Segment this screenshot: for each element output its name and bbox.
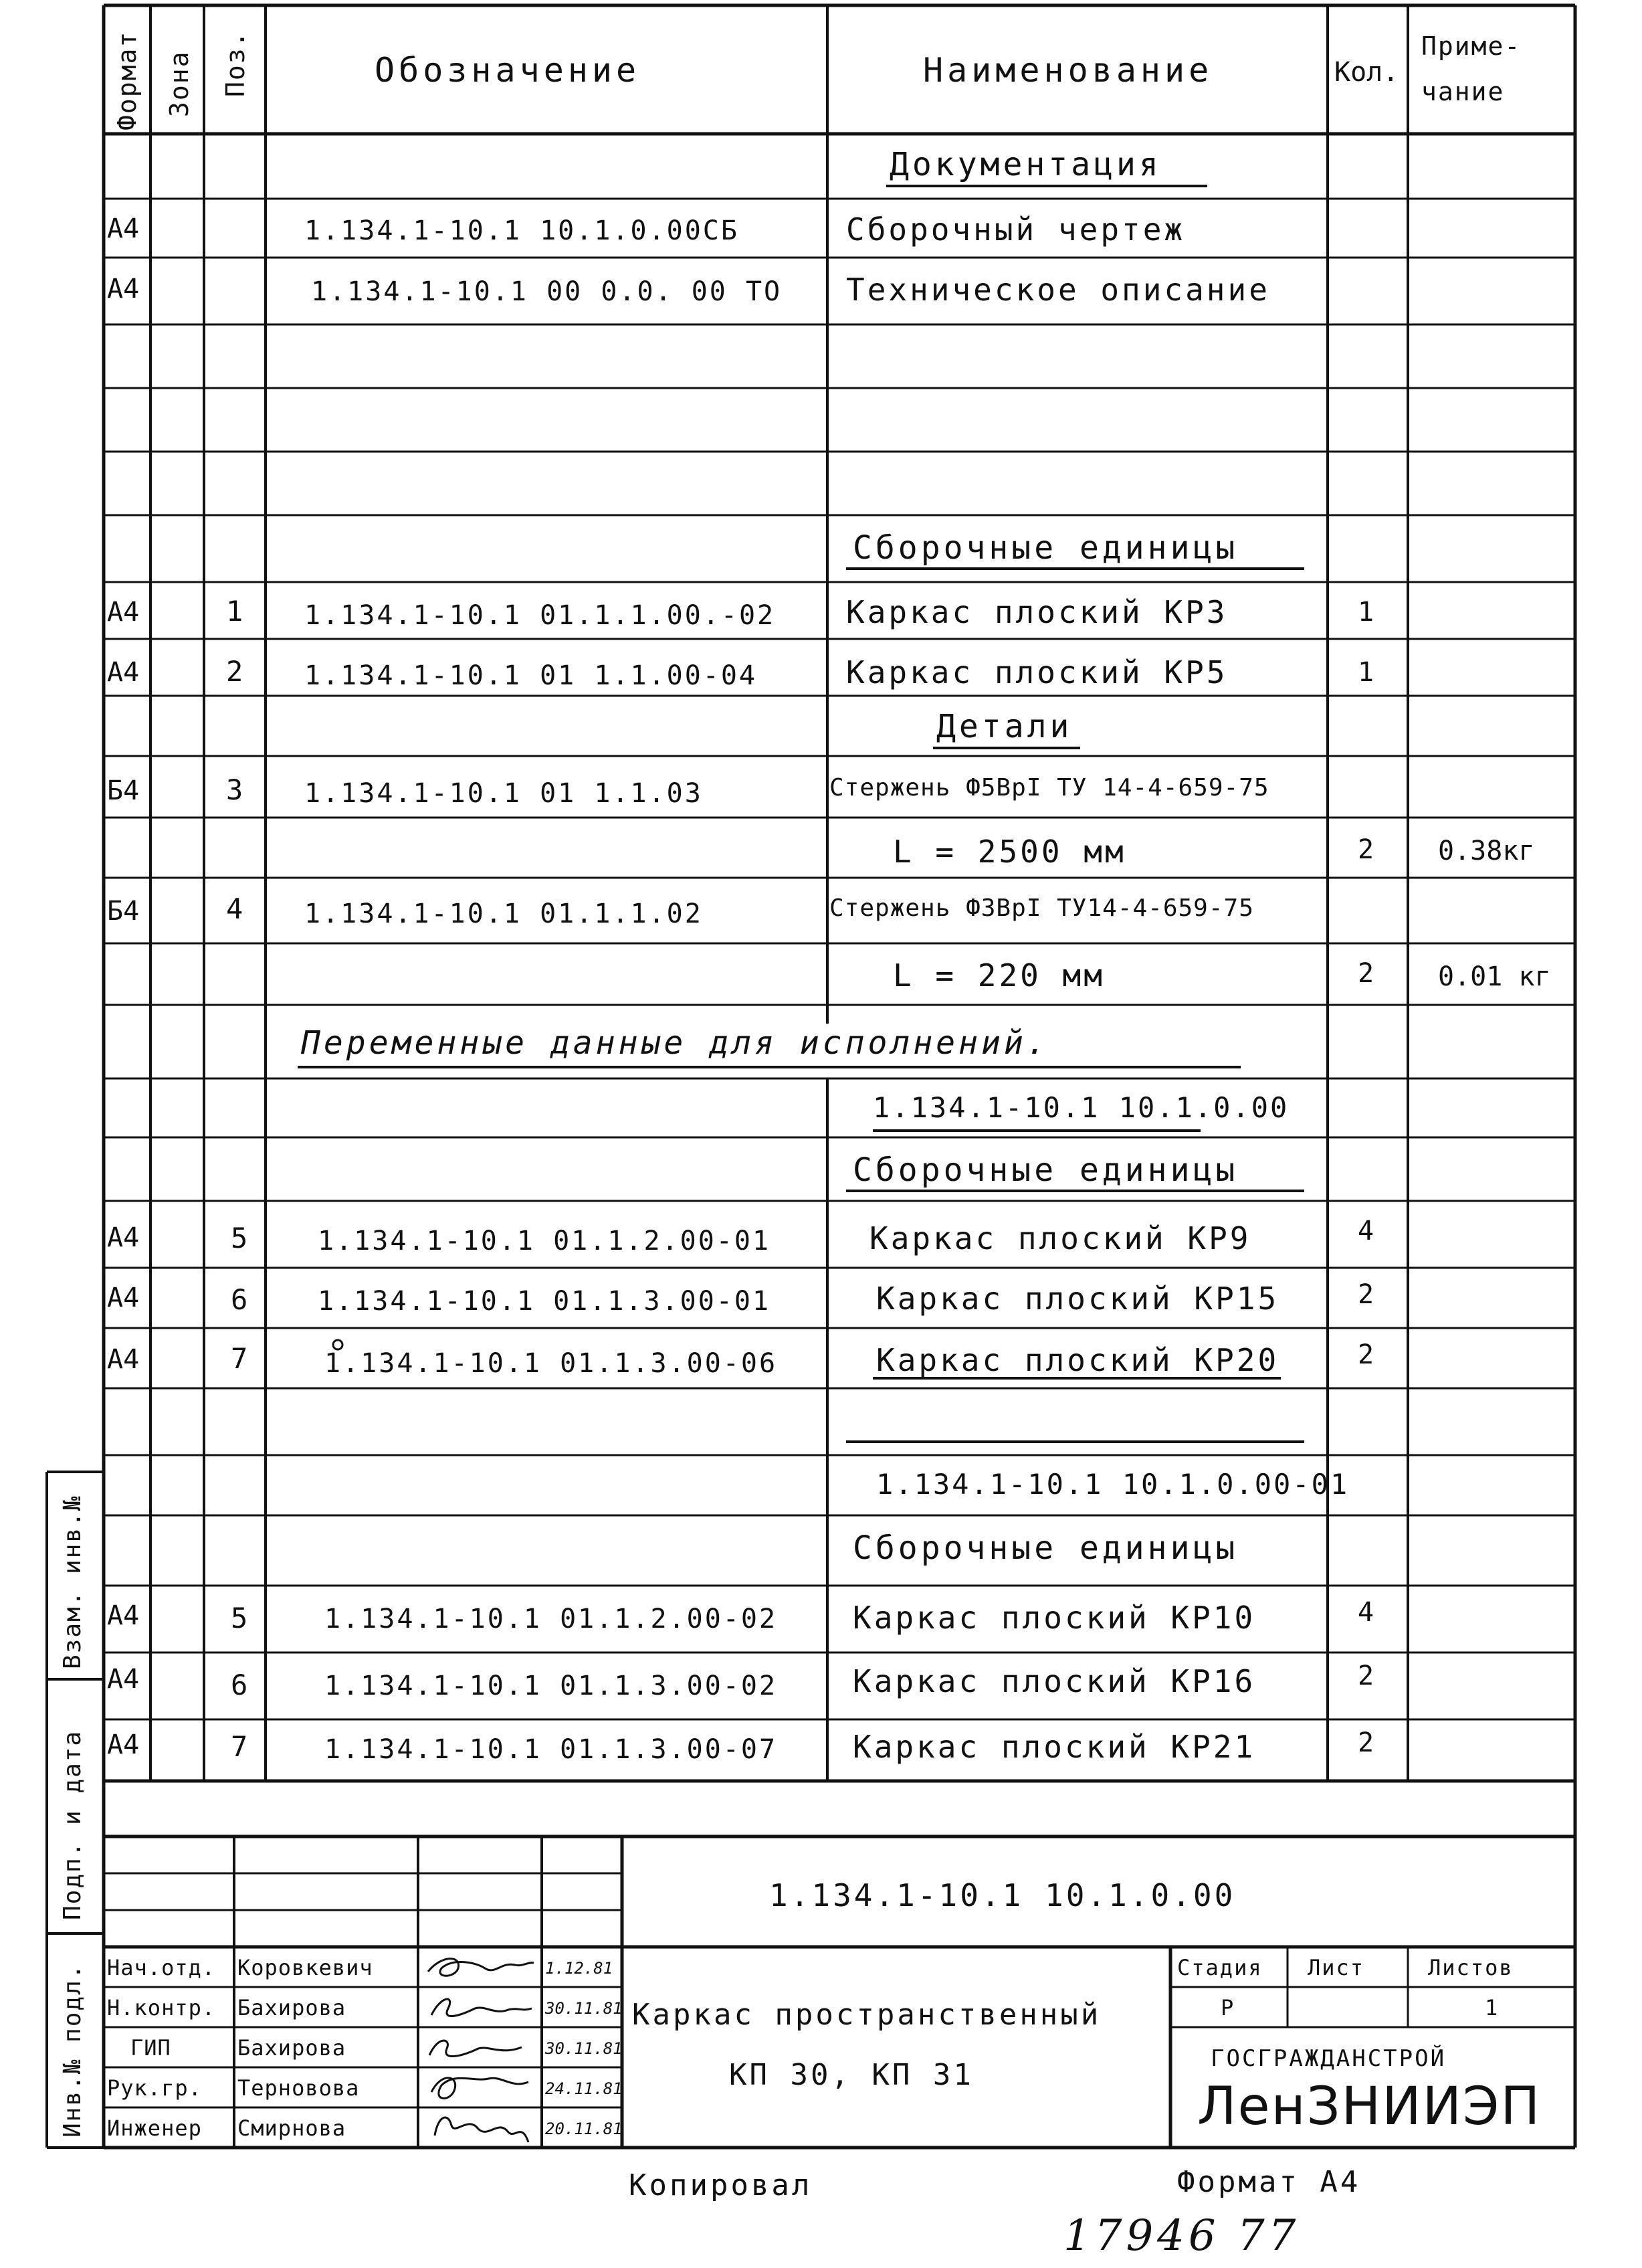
row-name: Каркас плоский КР15 — [876, 1281, 1279, 1317]
staff-role: Инженер — [107, 2115, 202, 2141]
row-designation: 1.134.1-10.1 01.1.2.00-02 — [324, 1604, 778, 1634]
header-note-line1: Приме- — [1421, 31, 1522, 61]
staff-date: 30.11.81 — [545, 2039, 623, 2058]
row-name: Каркас плоский КР16 — [853, 1663, 1256, 1699]
row-designation: 1.134.1-10.1 10.1.0.00СБ — [304, 215, 739, 246]
organization-line2: ЛенЗНИИЭП — [1197, 2077, 1542, 2137]
section-title-documentation: Документация — [890, 146, 1162, 183]
row-format: А4 — [107, 1222, 140, 1253]
signatures — [421, 1948, 538, 2146]
row-position: 7 — [231, 1730, 248, 1763]
row-position: 5 — [231, 1602, 248, 1634]
row-name: Каркас плоский КР3 — [846, 594, 1228, 630]
variant-code: 1.134.1-10.1 10.1.0.00 — [873, 1091, 1290, 1124]
row-designation: 1.134.1-10.1 01.1.3.00-06 — [324, 1348, 778, 1379]
row-qty: 2 — [1358, 1661, 1374, 1691]
row-format: А4 — [107, 657, 140, 688]
row-format: Б4 — [107, 896, 140, 927]
sheet-label: Лист — [1308, 1955, 1365, 1980]
row-position: 4 — [226, 892, 243, 925]
row-designation: 1.134.1-10.1 01.1.2.00-01 — [318, 1226, 771, 1256]
header-position: Поз. — [221, 30, 250, 97]
staff-role: Рук.гр. — [107, 2075, 202, 2101]
row-format: А4 — [107, 1729, 140, 1760]
row-format: А4 — [107, 274, 140, 304]
staff-date: 20.11.81 — [545, 2119, 623, 2138]
footer-handwritten-number: 17946 77 — [1063, 2211, 1300, 2261]
row-qty: 1 — [1358, 597, 1374, 628]
header-qty: Кол. — [1334, 57, 1399, 88]
staff-date: 24.11.81 — [545, 2079, 623, 2098]
row-position: 1 — [226, 595, 243, 628]
header-format: Формат — [112, 30, 142, 130]
title-block-title-line2: КП 30, КП 31 — [729, 2058, 974, 2092]
variant-code: 1.134.1-10.1 10.1.0.00-01 — [876, 1468, 1350, 1501]
stage-label: Стадия — [1177, 1955, 1263, 1980]
section-title-assemblies: Сборочные единицы — [853, 1529, 1239, 1567]
row-format: А4 — [107, 213, 140, 244]
footer-copied-label: Копировал — [629, 2168, 813, 2202]
row-designation: 1.134.1-10.1 01.1.1.02 — [304, 899, 703, 929]
staff-person: Коровкевич — [237, 1955, 373, 1980]
row-position: 6 — [231, 1283, 248, 1316]
staff-person: Бахирова — [237, 2035, 346, 2061]
side-stamp-inv-podl: Инв.№ подл. — [59, 1963, 86, 2138]
row-format: А4 — [107, 1283, 140, 1313]
header-name: Наименование — [923, 51, 1213, 90]
header-designation: Обозначение — [375, 51, 641, 90]
section-title-variable-data: Переменные данные для исполнений. — [301, 1024, 1049, 1062]
row-name: Техническое описание — [846, 272, 1270, 308]
staff-date: 30.11.81 — [545, 1999, 623, 2018]
row-designation: 1.134.1-10.1 01.1.3.00-01 — [318, 1286, 771, 1317]
row-designation: 1.134.1-10.1 01 1.1.00-04 — [304, 660, 758, 691]
row-name: Каркас плоский КР20 — [876, 1342, 1279, 1378]
row-format: А4 — [107, 1600, 140, 1631]
row-qty: 1 — [1358, 657, 1374, 688]
section-title-assemblies: Сборочные единицы — [853, 1151, 1239, 1189]
row-note: 0.01 кг — [1438, 961, 1551, 992]
row-position: 2 — [226, 655, 243, 688]
row-position: 5 — [231, 1222, 248, 1254]
row-name: L = 2500 мм — [893, 834, 1126, 870]
row-qty: 2 — [1358, 1727, 1374, 1758]
row-format: Б4 — [107, 775, 140, 806]
organization-line1: ГОСГРАЖДАНСТРОЙ — [1211, 2045, 1447, 2072]
header-zone: Зона — [165, 50, 194, 117]
row-qty: 2 — [1358, 958, 1374, 989]
row-position: 3 — [226, 773, 243, 806]
row-format: А4 — [107, 597, 140, 628]
section-title-parts: Детали — [936, 708, 1073, 745]
title-block-title-line1: Каркас пространственный — [632, 1998, 1102, 2032]
staff-role: Нач.отд. — [107, 1955, 216, 1980]
staff-role: ГИП — [130, 2035, 171, 2061]
stage-value: Р — [1221, 1995, 1235, 2020]
sheets-label: Листов — [1428, 1955, 1514, 1980]
side-stamp-vzam-inv: Взам. инв.№ — [59, 1495, 86, 1669]
sheets-value: 1 — [1485, 1995, 1500, 2020]
row-designation: 1.134.1-10.1 01.1.1.00.-02 — [304, 600, 776, 631]
row-format: А4 — [107, 1664, 140, 1695]
staff-person: Смирнова — [237, 2115, 346, 2141]
footer-format: Формат А4 — [1177, 2165, 1361, 2199]
row-qty: 2 — [1358, 1279, 1374, 1310]
row-name: Стержень Ф3ВрI ТУ14-4-659-75 — [829, 894, 1254, 922]
row-qty: 4 — [1358, 1216, 1374, 1246]
row-note: 0.38кг — [1438, 836, 1535, 866]
header-note-line2: чание — [1421, 77, 1505, 106]
section-title-assemblies: Сборочные единицы — [853, 529, 1239, 567]
row-position: 6 — [231, 1669, 248, 1701]
row-designation: 1.134.1-10.1 01 1.1.03 — [304, 778, 703, 809]
staff-role: Н.контр. — [107, 1995, 216, 2020]
row-position: 7 — [231, 1342, 248, 1375]
row-format: А4 — [107, 1344, 140, 1375]
row-designation: 1.134.1-10.1 01.1.3.00-07 — [324, 1734, 778, 1765]
side-stamp-podp-data: Подп. и дата — [59, 1729, 86, 1920]
staff-person: Бахирова — [237, 1995, 346, 2020]
row-qty: 2 — [1358, 834, 1374, 865]
row-qty: 2 — [1358, 1339, 1374, 1370]
title-block-doc-code: 1.134.1-10.1 10.1.0.00 — [769, 1877, 1236, 1913]
row-name: Каркас плоский КР9 — [869, 1220, 1251, 1256]
staff-date: 1.12.81 — [545, 1959, 613, 1978]
row-name: Стержень Ф5ВрI ТУ 14-4-659-75 — [829, 774, 1269, 801]
row-qty: 4 — [1358, 1597, 1374, 1628]
row-designation: 1.134.1-10.1 00 0.0. 00 ТО — [311, 276, 783, 307]
staff-person: Терновова — [237, 2075, 360, 2101]
row-name: Каркас плоский КР21 — [853, 1729, 1256, 1765]
row-name: Каркас плоский КР10 — [853, 1600, 1256, 1636]
row-name: L = 220 мм — [893, 957, 1105, 994]
row-name: Сборочный чертеж — [846, 211, 1186, 248]
row-name: Каркас плоский КР5 — [846, 654, 1228, 690]
row-designation: 1.134.1-10.1 01.1.3.00-02 — [324, 1671, 778, 1701]
